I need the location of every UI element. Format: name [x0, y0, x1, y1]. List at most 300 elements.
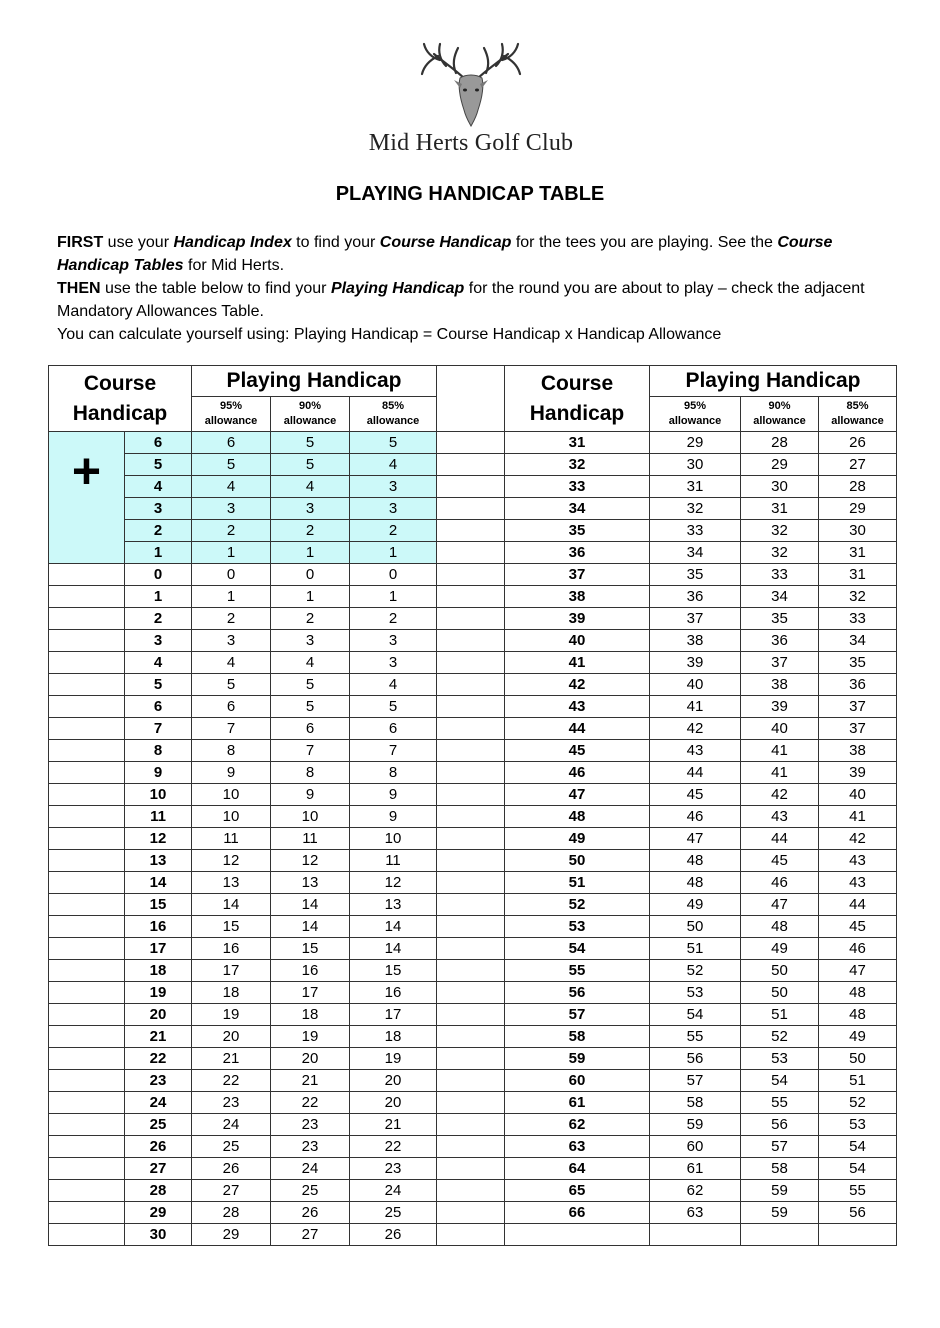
course-handicap-cell: 56 [505, 982, 650, 1004]
course-handicap-cell: 37 [505, 564, 650, 586]
playing-handicap-cell: 5 [192, 674, 271, 696]
playing-handicap-cell: 35 [741, 608, 819, 630]
playing-handicap-cell [741, 1224, 819, 1246]
playing-handicap-cell: 31 [819, 564, 897, 586]
table-row [505, 762, 897, 784]
playing-handicap-cell: 6 [350, 718, 437, 740]
table-row [49, 1004, 505, 1026]
playing-handicap-cell: 55 [819, 1180, 897, 1202]
spacer-cell [437, 850, 505, 872]
playing-handicap-cell: 30 [650, 454, 741, 476]
playing-handicap-cell: 3 [350, 652, 437, 674]
playing-handicap-cell: 14 [271, 916, 350, 938]
spacer-cell [437, 762, 505, 784]
spacer-cell [437, 938, 505, 960]
playing-handicap-cell: 37 [819, 696, 897, 718]
playing-handicap-cell: 46 [741, 872, 819, 894]
playing-handicap-cell: 32 [819, 586, 897, 608]
playing-handicap-cell: 15 [192, 916, 271, 938]
spacer-cell [437, 1026, 505, 1048]
playing-handicap-cell: 36 [741, 630, 819, 652]
playing-handicap-cell: 56 [741, 1114, 819, 1136]
playing-handicap-cell: 46 [650, 806, 741, 828]
course-handicap-cell: 12 [125, 828, 192, 850]
playing-handicap-cell: 3 [350, 498, 437, 520]
playing-handicap-cell: 21 [192, 1048, 271, 1070]
playing-handicap-cell: 42 [819, 828, 897, 850]
club-name: Mid Herts Golf Club [368, 130, 574, 156]
blank-cell [49, 1048, 125, 1070]
playing-handicap-cell: 25 [271, 1180, 350, 1202]
playing-handicap-cell: 44 [819, 894, 897, 916]
playing-handicap-cell: 7 [350, 740, 437, 762]
playing-handicap-cell: 54 [819, 1136, 897, 1158]
playing-handicap-cell: 13 [192, 872, 271, 894]
allowance-90-header: 90% allowance [271, 397, 350, 432]
table-row [49, 872, 505, 894]
playing-handicap-cell: 36 [819, 674, 897, 696]
course-handicap-cell: 32 [505, 454, 650, 476]
spacer-cell [437, 1092, 505, 1114]
blank-cell [49, 806, 125, 828]
playing-handicap-cell: 43 [819, 872, 897, 894]
table-row [49, 608, 505, 630]
playing-handicap-cell: 54 [741, 1070, 819, 1092]
spacer-cell [437, 982, 505, 1004]
spacer-cell [437, 960, 505, 982]
table-row [505, 520, 897, 542]
playing-handicap-cell: 35 [819, 652, 897, 674]
playing-handicap-cell: 37 [741, 652, 819, 674]
playing-handicap-cell: 5 [271, 454, 350, 476]
playing-handicap-cell: 31 [819, 542, 897, 564]
table-row [49, 784, 505, 806]
table-row [505, 542, 897, 564]
playing-handicap-cell: 48 [741, 916, 819, 938]
course-handicap-cell: 23 [125, 1070, 192, 1092]
course-handicap-cell: 60 [505, 1070, 650, 1092]
table-row [49, 1026, 505, 1048]
course-handicap-cell: 13 [125, 850, 192, 872]
playing-handicap-cell: 16 [192, 938, 271, 960]
course-handicap-cell: 43 [505, 696, 650, 718]
playing-handicap-cell: 26 [192, 1158, 271, 1180]
table-row [49, 960, 505, 982]
course-handicap-cell: 40 [505, 630, 650, 652]
playing-handicap-cell: 48 [650, 872, 741, 894]
table-row [49, 1180, 505, 1202]
table-row [49, 630, 505, 652]
playing-handicap-cell: 41 [650, 696, 741, 718]
spacer-cell [437, 828, 505, 850]
playing-handicap-cell: 49 [650, 894, 741, 916]
playing-handicap-cell: 43 [741, 806, 819, 828]
spacer-cell [437, 872, 505, 894]
table-row [49, 1048, 505, 1070]
course-handicap-cell: 33 [505, 476, 650, 498]
stag-head-icon [416, 40, 526, 130]
table-row [505, 1048, 897, 1070]
playing-handicap-cell: 20 [350, 1070, 437, 1092]
playing-handicap-cell: 57 [650, 1070, 741, 1092]
playing-handicap-cell: 29 [741, 454, 819, 476]
playing-handicap-cell: 20 [350, 1092, 437, 1114]
playing-handicap-cell: 23 [350, 1158, 437, 1180]
table-row [49, 982, 505, 1004]
table-row [505, 982, 897, 1004]
playing-handicap-cell: 45 [650, 784, 741, 806]
table-row [505, 916, 897, 938]
course-handicap-cell: 61 [505, 1092, 650, 1114]
table-row [505, 586, 897, 608]
playing-handicap-cell: 7 [271, 740, 350, 762]
playing-handicap-cell: 2 [350, 608, 437, 630]
course-handicap-cell: 15 [125, 894, 192, 916]
course-handicap-cell: 49 [505, 828, 650, 850]
playing-handicap-cell: 59 [741, 1202, 819, 1224]
playing-handicap-cell: 50 [741, 960, 819, 982]
playing-handicap-cell: 8 [271, 762, 350, 784]
course-handicap-cell: 47 [505, 784, 650, 806]
blank-cell [49, 564, 125, 586]
playing-handicap-cell: 20 [271, 1048, 350, 1070]
playing-handicap-cell: 60 [650, 1136, 741, 1158]
playing-handicap-cell: 13 [350, 894, 437, 916]
playing-handicap-cell: 47 [741, 894, 819, 916]
spacer-column [437, 366, 505, 432]
spacer-cell [437, 806, 505, 828]
course-handicap-cell: 64 [505, 1158, 650, 1180]
table-row [49, 674, 505, 696]
blank-cell [49, 982, 125, 1004]
playing-handicap-cell: 18 [192, 982, 271, 1004]
playing-handicap-cell: 4 [192, 476, 271, 498]
playing-handicap-cell: 1 [192, 542, 271, 564]
blank-cell [49, 938, 125, 960]
playing-handicap-cell: 2 [350, 520, 437, 542]
handicap-table-right [504, 365, 897, 1246]
spacer-cell [437, 894, 505, 916]
course-handicap-cell: 1 [125, 542, 192, 564]
playing-handicap-cell: 39 [741, 696, 819, 718]
playing-handicap-cell: 0 [350, 564, 437, 586]
course-handicap-cell: 14 [125, 872, 192, 894]
course-handicap-cell: 39 [505, 608, 650, 630]
playing-handicap-cell: 10 [192, 806, 271, 828]
playing-handicap-cell: 29 [819, 498, 897, 520]
playing-handicap-cell: 9 [350, 784, 437, 806]
allowance-95-header: 95% allowance [650, 397, 741, 432]
table-row [505, 696, 897, 718]
playing-handicap-cell: 26 [350, 1224, 437, 1246]
blank-cell [49, 894, 125, 916]
playing-handicap-cell: 20 [192, 1026, 271, 1048]
playing-handicap-cell: 2 [271, 608, 350, 630]
playing-handicap-cell: 2 [192, 520, 271, 542]
playing-handicap-cell: 35 [650, 564, 741, 586]
course-handicap-cell: 27 [125, 1158, 192, 1180]
playing-handicap-cell: 53 [741, 1048, 819, 1070]
course-handicap-header: Course Handicap [49, 366, 192, 432]
playing-handicap-cell: 62 [650, 1180, 741, 1202]
playing-handicap-cell: 9 [192, 762, 271, 784]
playing-handicap-cell: 28 [819, 476, 897, 498]
course-handicap-cell: 8 [125, 740, 192, 762]
spacer-cell [437, 784, 505, 806]
playing-handicap-cell: 34 [741, 586, 819, 608]
playing-handicap-cell: 52 [741, 1026, 819, 1048]
playing-handicap-cell: 32 [650, 498, 741, 520]
table-row [505, 784, 897, 806]
playing-handicap-cell: 8 [350, 762, 437, 784]
table-row [49, 1224, 505, 1246]
blank-cell [49, 872, 125, 894]
course-handicap-cell: 29 [125, 1202, 192, 1224]
blank-cell [49, 762, 125, 784]
course-handicap-cell: 50 [505, 850, 650, 872]
playing-handicap-cell: 52 [650, 960, 741, 982]
table-row [505, 498, 897, 520]
course-handicap-cell: 6 [125, 696, 192, 718]
course-handicap-cell: 20 [125, 1004, 192, 1026]
playing-handicap-cell: 4 [271, 652, 350, 674]
blank-cell [49, 850, 125, 872]
playing-handicap-cell: 50 [650, 916, 741, 938]
table-row [505, 1114, 897, 1136]
blank-cell [49, 1224, 125, 1246]
playing-handicap-cell: 3 [192, 498, 271, 520]
playing-handicap-cell: 63 [650, 1202, 741, 1224]
course-handicap-cell: 16 [125, 916, 192, 938]
table-row [49, 586, 505, 608]
playing-handicap-cell: 50 [741, 982, 819, 1004]
table-row [49, 1158, 505, 1180]
course-handicap-cell: 28 [125, 1180, 192, 1202]
course-handicap-cell: 0 [125, 564, 192, 586]
spacer-cell [437, 1114, 505, 1136]
playing-handicap-cell: 7 [192, 718, 271, 740]
blank-cell [49, 718, 125, 740]
course-handicap-cell: 11 [125, 806, 192, 828]
course-handicap-cell: 38 [505, 586, 650, 608]
blank-cell [49, 1070, 125, 1092]
playing-handicap-cell: 42 [741, 784, 819, 806]
playing-handicap-cell: 25 [192, 1136, 271, 1158]
table-row [505, 1092, 897, 1114]
playing-handicap-cell: 12 [192, 850, 271, 872]
playing-handicap-cell: 33 [650, 520, 741, 542]
spacer-cell [437, 608, 505, 630]
course-handicap-cell: 21 [125, 1026, 192, 1048]
playing-handicap-cell: 27 [819, 454, 897, 476]
spacer-cell [437, 1048, 505, 1070]
course-handicap-cell: 2 [125, 608, 192, 630]
playing-handicap-cell: 5 [271, 432, 350, 454]
playing-handicap-cell: 17 [271, 982, 350, 1004]
course-handicap-cell: 5 [125, 454, 192, 476]
playing-handicap-cell: 25 [350, 1202, 437, 1224]
playing-handicap-cell: 4 [350, 454, 437, 476]
playing-handicap-cell: 12 [271, 850, 350, 872]
playing-handicap-cell: 17 [350, 1004, 437, 1026]
blank-cell [49, 828, 125, 850]
table-row [505, 1202, 897, 1224]
spacer-cell [437, 564, 505, 586]
playing-handicap-cell: 61 [650, 1158, 741, 1180]
blank-cell [49, 1202, 125, 1224]
playing-handicap-cell: 23 [271, 1114, 350, 1136]
course-handicap-header: Course Handicap [505, 366, 650, 432]
table-row [505, 872, 897, 894]
playing-handicap-cell: 44 [650, 762, 741, 784]
playing-handicap-cell: 27 [271, 1224, 350, 1246]
playing-handicap-cell: 26 [271, 1202, 350, 1224]
playing-handicap-cell: 55 [741, 1092, 819, 1114]
playing-handicap-cell: 2 [192, 608, 271, 630]
table-row [505, 1070, 897, 1092]
playing-handicap-cell: 1 [192, 586, 271, 608]
playing-handicap-cell: 3 [192, 630, 271, 652]
table-row [49, 806, 505, 828]
playing-handicap-cell: 41 [741, 740, 819, 762]
playing-handicap-cell: 41 [741, 762, 819, 784]
playing-handicap-cell: 39 [650, 652, 741, 674]
spacer-cell [437, 1180, 505, 1202]
playing-handicap-cell: 53 [819, 1114, 897, 1136]
table-row [505, 718, 897, 740]
handicap-table-left [48, 365, 505, 1246]
playing-handicap-cell: 53 [650, 982, 741, 1004]
playing-handicap-cell: 5 [350, 432, 437, 454]
course-handicap-cell: 62 [505, 1114, 650, 1136]
course-handicap-cell: 36 [505, 542, 650, 564]
table-row [49, 696, 505, 718]
table-row [49, 432, 505, 454]
blank-cell [49, 916, 125, 938]
course-handicap-cell: 59 [505, 1048, 650, 1070]
playing-handicap-cell: 33 [741, 564, 819, 586]
playing-handicap-cell: 28 [741, 432, 819, 454]
spacer-cell [437, 696, 505, 718]
spacer-cell [437, 1202, 505, 1224]
playing-handicap-cell: 42 [650, 718, 741, 740]
playing-handicap-cell: 0 [192, 564, 271, 586]
table-row [505, 740, 897, 762]
playing-handicap-cell: 45 [819, 916, 897, 938]
playing-handicap-cell: 5 [271, 696, 350, 718]
playing-handicap-cell: 8 [192, 740, 271, 762]
playing-handicap-cell: 23 [271, 1136, 350, 1158]
course-handicap-cell: 22 [125, 1048, 192, 1070]
blank-cell [49, 1004, 125, 1026]
playing-handicap-cell: 32 [741, 542, 819, 564]
blank-cell [49, 1180, 125, 1202]
course-handicap-cell: 19 [125, 982, 192, 1004]
blank-cell [49, 630, 125, 652]
playing-handicap-cell: 48 [650, 850, 741, 872]
blank-cell [49, 1158, 125, 1180]
playing-handicap-cell: 32 [741, 520, 819, 542]
playing-handicap-cell: 40 [741, 718, 819, 740]
playing-handicap-cell: 19 [271, 1026, 350, 1048]
spacer-cell [437, 718, 505, 740]
table-row [505, 674, 897, 696]
table-row [49, 652, 505, 674]
playing-handicap-cell: 18 [350, 1026, 437, 1048]
playing-handicap-cell: 12 [350, 872, 437, 894]
playing-handicap-cell: 11 [350, 850, 437, 872]
playing-handicap-cell: 54 [650, 1004, 741, 1026]
playing-handicap-cell: 34 [650, 542, 741, 564]
table-row [505, 1026, 897, 1048]
table-row [505, 828, 897, 850]
instruction-then: THEN use the table below to find your Playing Handicap for the round you are about to play – check the adjacent Mandatory Allowances Table. [57, 280, 865, 320]
table-row [49, 828, 505, 850]
blank-cell [49, 740, 125, 762]
course-handicap-cell: 1 [125, 586, 192, 608]
spacer-cell [437, 674, 505, 696]
playing-handicap-cell: 5 [350, 696, 437, 718]
course-handicap-cell: 31 [505, 432, 650, 454]
table-row [505, 1136, 897, 1158]
playing-handicap-cell: 48 [819, 982, 897, 1004]
table-row [505, 476, 897, 498]
playing-handicap-cell: 11 [192, 828, 271, 850]
playing-handicap-cell: 46 [819, 938, 897, 960]
instructions [57, 231, 887, 346]
playing-handicap-cell: 15 [271, 938, 350, 960]
course-handicap-cell: 45 [505, 740, 650, 762]
table-row [505, 960, 897, 982]
playing-handicap-cell: 16 [271, 960, 350, 982]
playing-handicap-cell: 56 [819, 1202, 897, 1224]
playing-handicap-cell: 30 [741, 476, 819, 498]
table-row [49, 1136, 505, 1158]
spacer-cell [437, 1136, 505, 1158]
table-row [49, 916, 505, 938]
table-row [49, 1070, 505, 1092]
course-handicap-cell: 7 [125, 718, 192, 740]
spacer-cell [437, 476, 505, 498]
table-row [505, 894, 897, 916]
course-handicap-cell: 66 [505, 1202, 650, 1224]
course-handicap-cell: 24 [125, 1092, 192, 1114]
playing-handicap-cell: 59 [650, 1114, 741, 1136]
playing-handicap-cell: 13 [271, 872, 350, 894]
playing-handicap-cell: 50 [819, 1048, 897, 1070]
allowance-90-header: 90% allowance [741, 397, 819, 432]
playing-handicap-cell: 6 [192, 696, 271, 718]
course-handicap-cell: 63 [505, 1136, 650, 1158]
allowance-95-header: 95% allowance [192, 397, 271, 432]
playing-handicap-cell: 0 [271, 564, 350, 586]
table-row [505, 454, 897, 476]
playing-handicap-cell: 21 [271, 1070, 350, 1092]
course-handicap-cell: 58 [505, 1026, 650, 1048]
table-row [49, 850, 505, 872]
table-row [49, 740, 505, 762]
course-handicap-cell: 65 [505, 1180, 650, 1202]
course-handicap-cell: 51 [505, 872, 650, 894]
course-handicap-cell: 26 [125, 1136, 192, 1158]
playing-handicap-cell: 5 [271, 674, 350, 696]
course-handicap-cell: 34 [505, 498, 650, 520]
spacer-cell [437, 630, 505, 652]
playing-handicap-cell: 14 [350, 938, 437, 960]
playing-handicap-cell: 19 [350, 1048, 437, 1070]
course-handicap-cell: 25 [125, 1114, 192, 1136]
playing-handicap-cell: 17 [192, 960, 271, 982]
